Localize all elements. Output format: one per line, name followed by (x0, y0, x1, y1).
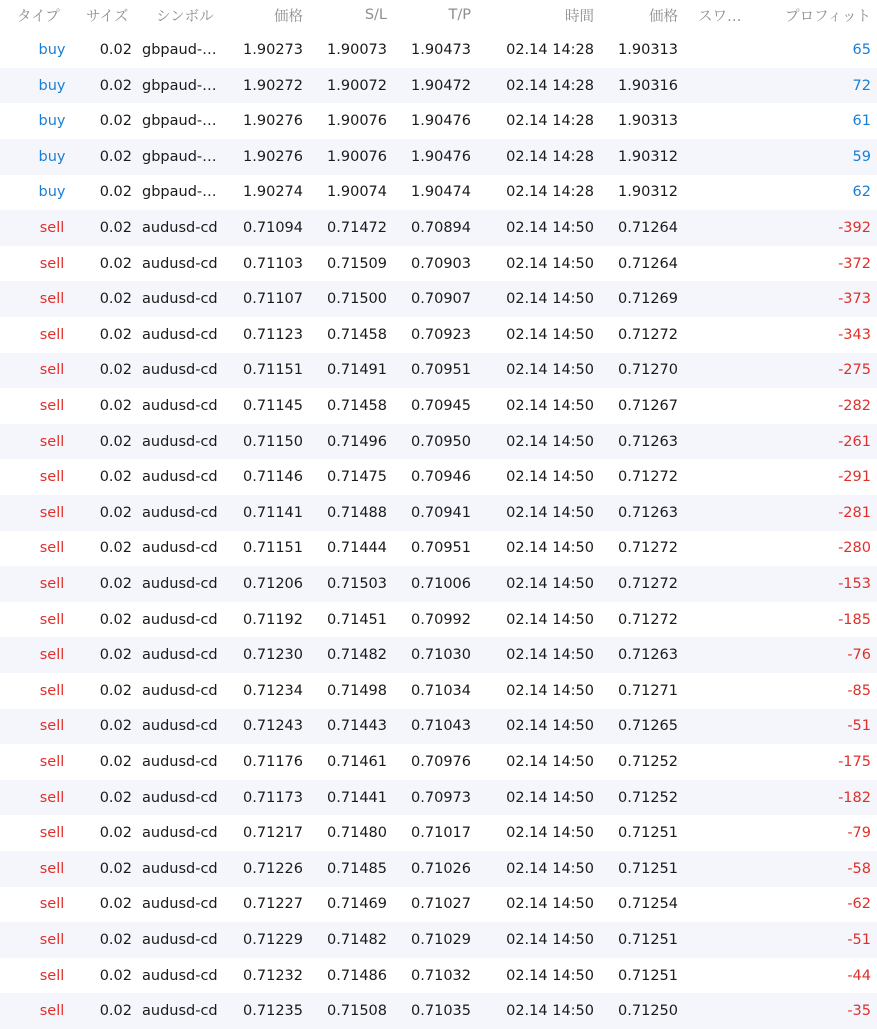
cell-price: 0.71251 (618, 860, 678, 877)
cell-price: 0.71263 (618, 647, 678, 664)
cell-type: sell (39, 291, 65, 308)
header-price[interactable]: 価格 (649, 8, 678, 25)
cell-size: 0.02 (99, 611, 132, 628)
cell-profit: -79 (847, 825, 871, 842)
cell-open-price: 0.71226 (243, 860, 303, 877)
table-row[interactable] (0, 281, 877, 317)
table-row[interactable] (0, 210, 877, 246)
cell-tp: 0.70923 (411, 326, 471, 343)
cell-time: 02.14 14:50 (506, 219, 594, 236)
cell-price: 0.71272 (618, 575, 678, 592)
cell-open-price: 0.71146 (243, 469, 303, 486)
cell-size: 0.02 (99, 1003, 132, 1020)
table-row[interactable] (0, 851, 877, 887)
cell-open-price: 1.90272 (243, 77, 303, 94)
cell-open-price: 0.71103 (243, 255, 303, 272)
cell-open-price: 0.71141 (243, 504, 303, 521)
cell-type: sell (39, 326, 65, 343)
cell-open-price: 0.71229 (243, 931, 303, 948)
cell-profit: -343 (838, 326, 871, 343)
cell-symbol: gbpaud-… (142, 113, 217, 130)
cell-type: sell (39, 575, 65, 592)
cell-open-price: 0.71230 (243, 647, 303, 664)
cell-size: 0.02 (99, 397, 132, 414)
cell-time: 02.14 14:50 (506, 469, 594, 486)
cell-time: 02.14 14:50 (506, 718, 594, 735)
cell-profit: -44 (847, 967, 871, 984)
cell-symbol: audusd-cd (142, 469, 218, 486)
cell-sl: 1.90072 (327, 77, 387, 94)
cell-sl: 0.71443 (327, 718, 387, 735)
cell-size: 0.02 (99, 718, 132, 735)
cell-type: sell (39, 219, 65, 236)
cell-size: 0.02 (99, 789, 132, 806)
cell-sl: 0.71444 (327, 540, 387, 557)
cell-sl: 0.71491 (327, 362, 387, 379)
cell-type: sell (39, 469, 65, 486)
cell-tp: 0.70950 (411, 433, 471, 450)
cell-type: sell (39, 540, 65, 557)
cell-type: sell (39, 362, 65, 379)
cell-tp: 0.71006 (411, 575, 471, 592)
cell-type: sell (39, 718, 65, 735)
cell-time: 02.14 14:50 (506, 575, 594, 592)
cell-profit: -76 (847, 647, 871, 664)
cell-symbol: audusd-cd (142, 647, 218, 664)
cell-type: sell (39, 255, 65, 272)
cell-profit: -291 (838, 469, 871, 486)
cell-tp: 0.70945 (411, 397, 471, 414)
cell-sl: 0.71472 (327, 219, 387, 236)
table-row[interactable] (0, 602, 877, 638)
cell-open-price: 0.71107 (243, 291, 303, 308)
header-time[interactable]: 時間 (565, 8, 594, 25)
header-profit[interactable]: プロフィット (785, 8, 871, 25)
cell-size: 0.02 (99, 967, 132, 984)
cell-type: sell (39, 825, 65, 842)
cell-price: 1.90312 (618, 184, 678, 201)
cell-tp: 1.90476 (411, 113, 471, 130)
cell-sl: 0.71441 (327, 789, 387, 806)
header-size[interactable]: サイズ (86, 8, 129, 25)
cell-tp: 0.71034 (411, 682, 471, 699)
cell-size: 0.02 (99, 433, 132, 450)
cell-time: 02.14 14:50 (506, 825, 594, 842)
cell-open-price: 0.71235 (243, 1003, 303, 1020)
cell-type: sell (39, 397, 65, 414)
cell-open-price: 0.71145 (243, 397, 303, 414)
cell-price: 0.71270 (618, 362, 678, 379)
cell-price: 0.71269 (618, 291, 678, 308)
cell-tp: 0.70907 (411, 291, 471, 308)
cell-symbol: audusd-cd (142, 753, 218, 770)
table-row[interactable] (0, 317, 877, 353)
cell-profit: -175 (838, 753, 871, 770)
cell-profit: -282 (838, 397, 871, 414)
cell-price: 0.71272 (618, 540, 678, 557)
cell-price: 0.71271 (618, 682, 678, 699)
cell-sl: 0.71488 (327, 504, 387, 521)
cell-tp: 0.71043 (411, 718, 471, 735)
cell-tp: 0.71032 (411, 967, 471, 984)
cell-size: 0.02 (99, 362, 132, 379)
cell-open-price: 0.71173 (243, 789, 303, 806)
cell-size: 0.02 (99, 469, 132, 486)
cell-profit: -261 (838, 433, 871, 450)
cell-tp: 0.71026 (411, 860, 471, 877)
table-row[interactable] (0, 815, 877, 851)
cell-size: 0.02 (99, 219, 132, 236)
cell-price: 0.71272 (618, 469, 678, 486)
cell-time: 02.14 14:28 (506, 113, 594, 130)
cell-time: 02.14 14:50 (506, 611, 594, 628)
cell-symbol: audusd-cd (142, 540, 218, 557)
cell-type: sell (39, 753, 65, 770)
cell-price: 1.90313 (618, 113, 678, 130)
cell-symbol: audusd-cd (142, 611, 218, 628)
cell-size: 0.02 (99, 575, 132, 592)
cell-profit: -280 (838, 540, 871, 557)
table-row[interactable] (0, 175, 877, 211)
cell-time: 02.14 14:50 (506, 1003, 594, 1020)
header-tp[interactable]: T/P (448, 7, 471, 23)
cell-size: 0.02 (99, 41, 132, 58)
cell-time: 02.14 14:50 (506, 896, 594, 913)
cell-time: 02.14 14:28 (506, 41, 594, 58)
cell-symbol: audusd-cd (142, 896, 218, 913)
cell-symbol: audusd-cd (142, 255, 218, 272)
cell-type: buy (38, 41, 66, 58)
cell-open-price: 1.90276 (243, 113, 303, 130)
table-row[interactable] (0, 459, 877, 495)
cell-tp: 1.90472 (411, 77, 471, 94)
cell-symbol: audusd-cd (142, 718, 218, 735)
cell-time: 02.14 14:50 (506, 255, 594, 272)
cell-symbol: audusd-cd (142, 362, 218, 379)
cell-type: buy (38, 148, 66, 165)
header-type[interactable]: タイプ (17, 8, 60, 25)
cell-time: 02.14 14:50 (506, 931, 594, 948)
cell-sl: 1.90074 (327, 184, 387, 201)
cell-type: buy (38, 77, 66, 94)
cell-price: 1.90313 (618, 41, 678, 58)
cell-sl: 0.71503 (327, 575, 387, 592)
cell-symbol: audusd-cd (142, 825, 218, 842)
cell-open-price: 0.71123 (243, 326, 303, 343)
cell-symbol: audusd-cd (142, 931, 218, 948)
header-sl[interactable]: S/L (364, 7, 387, 23)
cell-tp: 0.71027 (411, 896, 471, 913)
cell-sl: 0.71458 (327, 326, 387, 343)
cell-open-price: 0.71151 (243, 540, 303, 557)
cell-type: buy (38, 113, 66, 130)
cell-time: 02.14 14:50 (506, 504, 594, 521)
cell-symbol: gbpaud-… (142, 148, 217, 165)
cell-profit: 72 (852, 77, 871, 94)
cell-tp: 0.71017 (411, 825, 471, 842)
cell-price: 0.71264 (618, 255, 678, 272)
cell-price: 0.71254 (618, 896, 678, 913)
cell-symbol: audusd-cd (142, 504, 218, 521)
cell-time: 02.14 14:50 (506, 433, 594, 450)
table-row[interactable] (0, 424, 877, 460)
cell-profit: -35 (847, 1003, 871, 1020)
cell-profit: -392 (838, 219, 871, 236)
cell-profit: 65 (852, 41, 871, 58)
cell-symbol: audusd-cd (142, 397, 218, 414)
cell-size: 0.02 (99, 148, 132, 165)
cell-time: 02.14 14:50 (506, 397, 594, 414)
cell-symbol: gbpaud-… (142, 77, 217, 94)
cell-time: 02.14 14:50 (506, 860, 594, 877)
cell-profit: -153 (838, 575, 871, 592)
cell-size: 0.02 (99, 113, 132, 130)
cell-time: 02.14 14:50 (506, 362, 594, 379)
cell-sl: 0.71509 (327, 255, 387, 272)
cell-sl: 0.71485 (327, 860, 387, 877)
cell-sl: 0.71480 (327, 825, 387, 842)
cell-type: sell (39, 1003, 65, 1020)
table-row[interactable] (0, 139, 877, 175)
cell-sl: 0.71461 (327, 753, 387, 770)
cell-symbol: gbpaud-… (142, 41, 217, 58)
cell-tp: 1.90474 (411, 184, 471, 201)
cell-sl: 0.71482 (327, 931, 387, 948)
cell-size: 0.02 (99, 682, 132, 699)
cell-type: sell (39, 611, 65, 628)
table-row[interactable] (0, 637, 877, 673)
cell-profit: -275 (838, 362, 871, 379)
table-row[interactable] (0, 780, 877, 816)
cell-price: 0.71251 (618, 825, 678, 842)
cell-symbol: audusd-cd (142, 682, 218, 699)
cell-size: 0.02 (99, 184, 132, 201)
cell-symbol: gbpaud-… (142, 184, 217, 201)
table-row[interactable] (0, 744, 877, 780)
cell-tp: 1.90473 (411, 41, 471, 58)
table-row[interactable] (0, 531, 877, 567)
cell-tp: 0.71035 (411, 1003, 471, 1020)
cell-price: 0.71263 (618, 504, 678, 521)
cell-profit: -51 (847, 718, 871, 735)
cell-tp: 0.71029 (411, 931, 471, 948)
cell-open-price: 1.90274 (243, 184, 303, 201)
table-row[interactable] (0, 566, 877, 602)
cell-type: sell (39, 860, 65, 877)
table-row[interactable] (0, 353, 877, 389)
cell-time: 02.14 14:50 (506, 682, 594, 699)
cell-profit: -281 (838, 504, 871, 521)
cell-symbol: audusd-cd (142, 1003, 218, 1020)
cell-tp: 0.70941 (411, 504, 471, 521)
cell-price: 0.71250 (618, 1003, 678, 1020)
cell-sl: 1.90076 (327, 113, 387, 130)
table-row[interactable] (0, 103, 877, 139)
header-symbol[interactable]: シンボル (156, 8, 214, 25)
cell-tp: 0.70992 (411, 611, 471, 628)
table-row[interactable] (0, 673, 877, 709)
table-row[interactable] (0, 958, 877, 994)
cell-open-price: 0.71206 (243, 575, 303, 592)
cell-tp: 0.70973 (411, 789, 471, 806)
cell-open-price: 0.71227 (243, 896, 303, 913)
cell-profit: -372 (838, 255, 871, 272)
cell-time: 02.14 14:50 (506, 540, 594, 557)
table-row[interactable] (0, 388, 877, 424)
cell-sl: 0.71482 (327, 647, 387, 664)
cell-type: sell (39, 967, 65, 984)
cell-tp: 0.71030 (411, 647, 471, 664)
cell-size: 0.02 (99, 291, 132, 308)
cell-size: 0.02 (99, 753, 132, 770)
table-row[interactable] (0, 922, 877, 958)
cell-sl: 1.90073 (327, 41, 387, 58)
cell-type: sell (39, 931, 65, 948)
table-row[interactable] (0, 32, 877, 68)
cell-size: 0.02 (99, 931, 132, 948)
cell-sl: 0.71496 (327, 433, 387, 450)
cell-symbol: audusd-cd (142, 219, 218, 236)
cell-price: 0.71264 (618, 219, 678, 236)
cell-sl: 0.71469 (327, 896, 387, 913)
cell-profit: -85 (847, 682, 871, 699)
table-header (0, 0, 877, 30)
cell-sl: 0.71486 (327, 967, 387, 984)
cell-time: 02.14 14:50 (506, 326, 594, 343)
cell-sl: 0.71508 (327, 1003, 387, 1020)
cell-price: 1.90312 (618, 148, 678, 165)
cell-profit: -51 (847, 931, 871, 948)
cell-price: 0.71251 (618, 967, 678, 984)
table-row[interactable] (0, 887, 877, 923)
cell-open-price: 0.71217 (243, 825, 303, 842)
cell-price: 0.71265 (618, 718, 678, 735)
table-row[interactable] (0, 246, 877, 282)
cell-symbol: audusd-cd (142, 967, 218, 984)
cell-price: 0.71263 (618, 433, 678, 450)
cell-sl: 0.71458 (327, 397, 387, 414)
cell-size: 0.02 (99, 255, 132, 272)
cell-time: 02.14 14:50 (506, 967, 594, 984)
cell-symbol: audusd-cd (142, 575, 218, 592)
table-row[interactable] (0, 495, 877, 531)
cell-price: 0.71251 (618, 931, 678, 948)
header-swap[interactable]: スワ… (698, 8, 742, 25)
cell-size: 0.02 (99, 860, 132, 877)
cell-size: 0.02 (99, 77, 132, 94)
cell-tp: 0.70903 (411, 255, 471, 272)
cell-price: 0.71272 (618, 611, 678, 628)
cell-price: 0.71252 (618, 789, 678, 806)
cell-type: sell (39, 504, 65, 521)
cell-size: 0.02 (99, 326, 132, 343)
cell-open-price: 0.71176 (243, 753, 303, 770)
cell-profit: 61 (852, 113, 871, 130)
cell-type: sell (39, 896, 65, 913)
cell-sl: 0.71451 (327, 611, 387, 628)
cell-tp: 0.70946 (411, 469, 471, 486)
cell-price: 0.71252 (618, 753, 678, 770)
cell-size: 0.02 (99, 540, 132, 557)
cell-time: 02.14 14:50 (506, 753, 594, 770)
table-row[interactable] (0, 68, 877, 104)
cell-type: sell (39, 789, 65, 806)
cell-time: 02.14 14:50 (506, 291, 594, 308)
table-row[interactable] (0, 709, 877, 745)
cell-time: 02.14 14:28 (506, 184, 594, 201)
cell-sl: 0.71475 (327, 469, 387, 486)
cell-type: buy (38, 184, 66, 201)
cell-sl: 0.71500 (327, 291, 387, 308)
cell-open-price: 0.71232 (243, 967, 303, 984)
cell-size: 0.02 (99, 896, 132, 913)
cell-tp: 1.90476 (411, 148, 471, 165)
cell-profit: 62 (852, 184, 871, 201)
cell-tp: 0.70951 (411, 362, 471, 379)
cell-profit: -58 (847, 860, 871, 877)
cell-size: 0.02 (99, 647, 132, 664)
cell-type: sell (39, 433, 65, 450)
cell-time: 02.14 14:50 (506, 647, 594, 664)
cell-open-price: 0.71234 (243, 682, 303, 699)
cell-sl: 1.90076 (327, 148, 387, 165)
cell-time: 02.14 14:50 (506, 789, 594, 806)
cell-symbol: audusd-cd (142, 291, 218, 308)
cell-symbol: audusd-cd (142, 860, 218, 877)
cell-open-price: 1.90276 (243, 148, 303, 165)
cell-open-price: 0.71192 (243, 611, 303, 628)
cell-symbol: audusd-cd (142, 789, 218, 806)
cell-size: 0.02 (99, 825, 132, 842)
cell-price: 1.90316 (618, 77, 678, 94)
cell-profit: -62 (847, 896, 871, 913)
cell-time: 02.14 14:28 (506, 77, 594, 94)
cell-profit: -185 (838, 611, 871, 628)
cell-tp: 0.70976 (411, 753, 471, 770)
cell-tp: 0.70951 (411, 540, 471, 557)
cell-open-price: 0.71243 (243, 718, 303, 735)
cell-open-price: 1.90273 (243, 41, 303, 58)
cell-profit: -182 (838, 789, 871, 806)
cell-symbol: audusd-cd (142, 326, 218, 343)
cell-time: 02.14 14:28 (506, 148, 594, 165)
cell-symbol: audusd-cd (142, 433, 218, 450)
header-open-price[interactable]: 価格 (274, 8, 303, 25)
cell-profit: -373 (838, 291, 871, 308)
cell-price: 0.71272 (618, 326, 678, 343)
cell-open-price: 0.71094 (243, 219, 303, 236)
cell-sl: 0.71498 (327, 682, 387, 699)
cell-profit: 59 (852, 148, 871, 165)
cell-type: sell (39, 682, 65, 699)
cell-tp: 0.70894 (411, 219, 471, 236)
cell-size: 0.02 (99, 504, 132, 521)
cell-price: 0.71267 (618, 397, 678, 414)
cell-open-price: 0.71151 (243, 362, 303, 379)
cell-type: sell (39, 647, 65, 664)
cell-open-price: 0.71150 (243, 433, 303, 450)
